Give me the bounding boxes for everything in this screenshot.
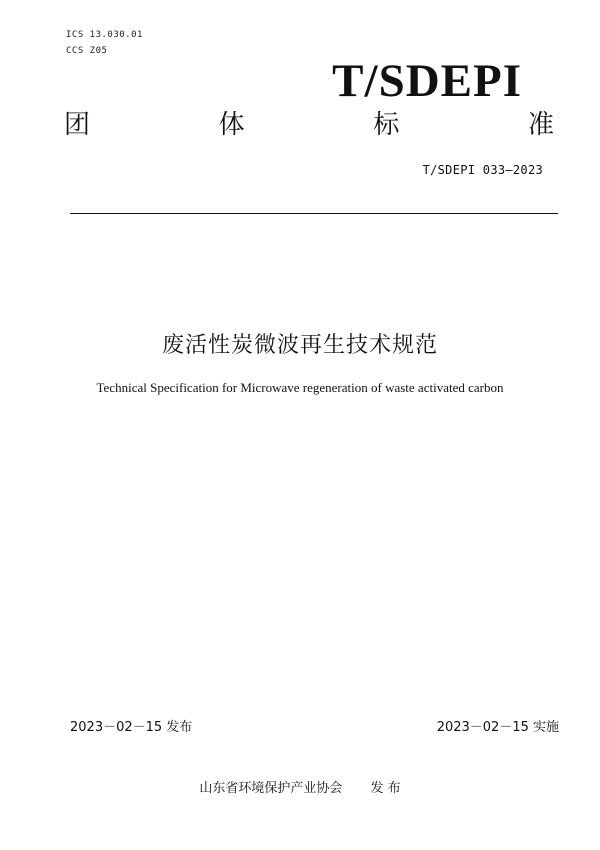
document-title-cn: 废活性炭微波再生技术规范: [161, 333, 438, 358]
standard-type: [64, 112, 554, 138]
standard-brand: T/SDEPI: [332, 55, 522, 107]
ics-code: ICS 13.030.01: [66, 30, 143, 40]
standard-type-char: 体: [218, 110, 245, 140]
standard-type-char: 团: [64, 110, 91, 140]
standard-type-char: 准: [527, 110, 554, 140]
standard-number: T/SDEPI 033—2023: [422, 163, 543, 177]
implementation-date: 2023－02－15 实施: [436, 720, 559, 735]
issuer-name: 山东省环境保护产业协会: [199, 781, 343, 796]
release-date: 2023－02－15 发布: [70, 720, 193, 735]
standard-type-char: 标: [373, 110, 400, 140]
issuer-action: 发 布: [370, 781, 401, 796]
issuer: [0, 777, 600, 796]
ccs-code: CCS Z05: [66, 46, 108, 56]
document-title-en: Technical Specification for Microwave regeneration of waste activated carbon: [96, 380, 504, 395]
header-divider: [70, 213, 558, 214]
